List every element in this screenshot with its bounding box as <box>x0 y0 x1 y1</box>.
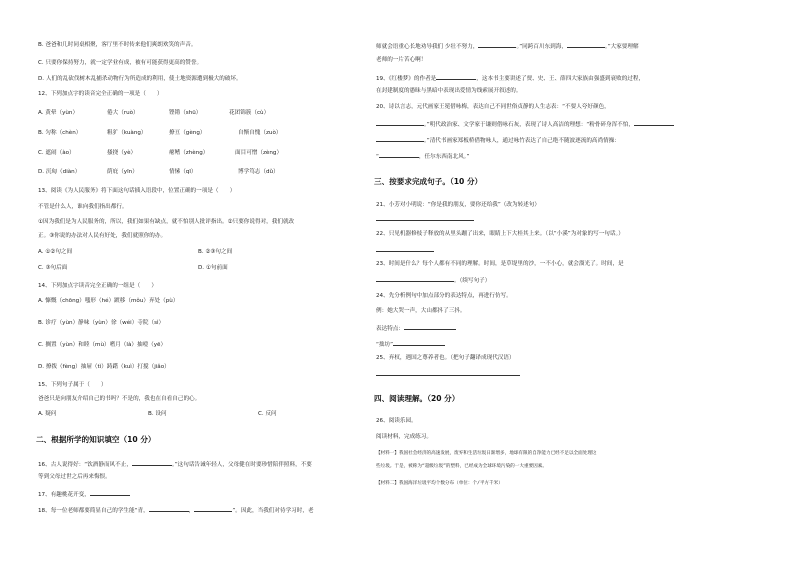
q25-answer-line[interactable] <box>376 375 520 376</box>
section-3-title: 三、按要求完成句子。（10 分） <box>374 177 483 186</box>
top2-text: 老师的一片苦心啊！ <box>376 57 427 63</box>
q18-blank-2[interactable] <box>194 506 232 512</box>
q18-text-c: ”。因此，当我们对待学习时，老 <box>232 508 314 514</box>
q20-blank-4[interactable] <box>379 152 419 158</box>
q20-text-b: 。”明代政治家、文学家于谦则借咏石灰，表现了诗人高洁的理想：“粉骨碎身浑不怕， <box>424 122 634 128</box>
q13-stem: 13、阅读《为人民服务》将下面这句话插入语段中，位置正确的一项是（ ） <box>38 188 236 194</box>
q25-text: 25、弃权，遇国之尊养者也。（把句子翻译成现代汉语） <box>376 355 515 361</box>
q15-option-a: A. 疑问 <box>38 411 57 417</box>
q17-text: 17、有趣桃花开变， <box>38 492 90 498</box>
q18-text-a: 18、每一位老师都要简显自己的学生能“青， <box>38 508 149 514</box>
q12-a-2: 倦大（ruò） <box>107 110 139 116</box>
material-1-line-2: 些垃圾。于是，被称为“超级垃圾”的塑料，已经成为全球环境污染的一大重要因素。 <box>376 464 547 469</box>
q19-text-c: 在封建制度的愚昧与黑暗中表现出爱情为线索展开叙述的。 <box>376 88 522 94</box>
q12-a-3: 铿锵（shū） <box>169 110 202 116</box>
top1-blank-1[interactable] <box>478 42 516 48</box>
q12-stem: 12、下列加点字的读音完全正确的一项是（ ） <box>38 91 163 97</box>
q16-text-a: 16、古人说得好：“饮酒静而风不止， <box>38 462 132 468</box>
q11-option-b: B. 爸爸和几时同桌相聚，客厅里不时传来他们爽朗欢笑的声音。 <box>38 42 197 48</box>
q22-text: 22、只见机器修枝子释放的从里头蹦了出来，眼睛上下大桂其上来。（以“小溪”为对象的写一句话。） <box>376 231 624 237</box>
q12-b-2: 粗犷（kuàng） <box>107 130 147 136</box>
top1-blank-2[interactable] <box>567 42 605 48</box>
q20-text-c: 。”清代书画家郑板桥借物咏人，通过咏竹表达了自己绝不随波逐流的高尚情操： <box>424 138 620 144</box>
q14-option-c: C. 搁置（yùn）和睦（mù）嗜月（là）抽噎（yē） <box>38 342 167 348</box>
q18-blank-1[interactable] <box>149 506 189 512</box>
q17-blank[interactable] <box>90 490 130 496</box>
q13-passage-1: ①因为我们是为人民服务的，所以，我们如果有缺点，就不怕别人批评指出。②只要你说得对，我们就改 <box>38 219 295 225</box>
q20-text-a: 20、诗以言志，元代画家王冕借咏梅，表达自己不同世俗贞静的人生志表：“不要人夸好颜色， <box>376 104 610 110</box>
q12-c-3: 瘪鳍（zhèng） <box>169 150 209 156</box>
q13-option-a: A. ①②句之间 <box>38 249 73 255</box>
q12-b-1: B. 匀称（chèn） <box>38 130 82 136</box>
q26-intro: 阅读材料，完成练习。 <box>376 434 432 440</box>
q13-passage-2: 正。③你说的办法对人民有好处，我们就照你的办。 <box>38 233 167 239</box>
q14-option-b: B. 诊疗（yùn）静味（yùn）徐（wéi）寺院（sì） <box>38 320 165 326</box>
q21-answer-line[interactable] <box>376 220 474 221</box>
q21-text: 21、小芳对小明说：“你是我的朋友，要你还给我”（改为转述句） <box>376 202 540 208</box>
q20-text-d: “ <box>376 154 379 160</box>
q12-b-3: 撩亘（gèng） <box>169 130 206 136</box>
q14-option-d: D. 撩拨（fèng）抽屉（tì）踌躇（kuì）打搅（jiǎo） <box>38 364 170 370</box>
q12-d-1: D. 沉甸（diàn） <box>38 169 81 175</box>
q24-text: 24、先分析例句中加点部分的表达特点，再进行仿写。 <box>376 293 512 299</box>
top1-text-a: 师就会语重心长地劝导我们 少壮不努力， <box>376 44 479 50</box>
top1-text-b: 。”同跨百川东到海， <box>516 44 567 50</box>
q12-b-4: 自惭自愧（zuò） <box>238 130 282 136</box>
q12-d-4: 博学笃志（dǔ） <box>238 169 279 175</box>
q23-text-a: 23、时间是什么？每个人都有不同的理解。时间，是草堤里的沙，一不小心，就会溜光了。时间，是 <box>376 261 624 267</box>
q22-answer-line[interactable] <box>376 251 434 252</box>
q15-option-b: B. 设问 <box>148 411 167 417</box>
q13-option-c: C. ③句后面 <box>38 265 68 271</box>
q15-option-c: C. 反问 <box>258 411 277 417</box>
q13-option-b: B. ②③句之间 <box>198 249 233 255</box>
q19-text-a: 19、《红楼梦》的作者是 <box>376 76 437 82</box>
q12-d-3: 情愫（qī） <box>169 169 197 175</box>
q11-option-c: C. 只要你保持努力，就一定学业有成，被有可能获得更高的赞誉。 <box>38 60 203 66</box>
q18-text-b: ， <box>188 508 195 514</box>
q12-c-4: 面目可憎（zèng） <box>235 150 283 156</box>
q13-option-d: D. ①句前面 <box>198 265 228 271</box>
q19-text-b: ，这本书主要讲述了贾、史、王、薛四大家族由强盛到衰败的过程， <box>476 76 645 82</box>
q20-blank-1[interactable] <box>376 120 424 126</box>
q12-a-4: 花团锦簇（cù） <box>229 110 270 116</box>
q20-text-e: ，任尔东西南北风。” <box>418 154 470 160</box>
q16-text-b: 。”这句话告诫年轻人，父母健在时要珍惜陪伴照料，不要 <box>171 462 312 468</box>
q24-feature-label: 表达特点： <box>376 326 404 332</box>
material-1-line-1: 【材料一】我国社会经济的高速发展，废弃和生活垃圾日渐增多，地球有限的自净能力已经不足以全面处理这 <box>376 451 597 456</box>
q20-blank-2[interactable] <box>634 120 674 126</box>
section-2-title: 二、根据所学的知识填空（10 分） <box>36 435 156 444</box>
q19-blank[interactable] <box>436 74 476 80</box>
top1-text-c: 。”大家要理解 <box>604 44 639 50</box>
q15-stem: 15、下列句子属于（ ） <box>38 382 107 388</box>
q26-text: 26、阅读乐园。 <box>376 418 417 424</box>
q23-blank[interactable] <box>376 276 454 282</box>
q16-blank[interactable] <box>132 460 172 466</box>
q15-text: 爸爸只是向朋友介绍自己的书吗？不是的，我也在自看自己的心。 <box>38 396 201 402</box>
q14-stem: 14、下列加点字读音完全正确的一组是（ ） <box>38 283 157 289</box>
material-2-title: 【材料二】我国海洋垃圾平均个数分布（单位：个/平方千米） <box>376 481 503 486</box>
q12-c-1: C. 遮闹（ào） <box>38 150 75 156</box>
q11-option-d: D. 人们的乱砍伐树木乱捕杀动物行为所造成的利用，使土地资源遭到极大的破坏。 <box>38 76 242 82</box>
q24-imitate-label: “拙坊” <box>376 342 393 348</box>
q13-quote: 不管是什么人，谁向我们指出都行。 <box>38 204 128 210</box>
q12-a-1: A. 黄晕（yùn） <box>38 110 79 116</box>
section-4-title: 四、阅读理解。（20 分） <box>374 394 460 403</box>
q20-blank-3[interactable] <box>376 136 424 142</box>
q23-text-b: 。（续写句子） <box>454 278 491 284</box>
q24-imitate-blank[interactable] <box>393 340 445 346</box>
q24-example: 例：她大哭一声，大山都抖了三抖。 <box>376 308 466 314</box>
q16-text-c: 等到父母过世之后再来悔恨。 <box>38 474 111 480</box>
q12-c-2: 搔挠（yè） <box>107 150 137 156</box>
q14-option-a: A. 慷慨（chōng）嗤形（hé）踱移（mǒu）弃处（pù） <box>38 298 179 304</box>
q12-d-2: 荫庇（yīn） <box>107 169 138 175</box>
q24-feature-blank[interactable] <box>404 324 456 330</box>
